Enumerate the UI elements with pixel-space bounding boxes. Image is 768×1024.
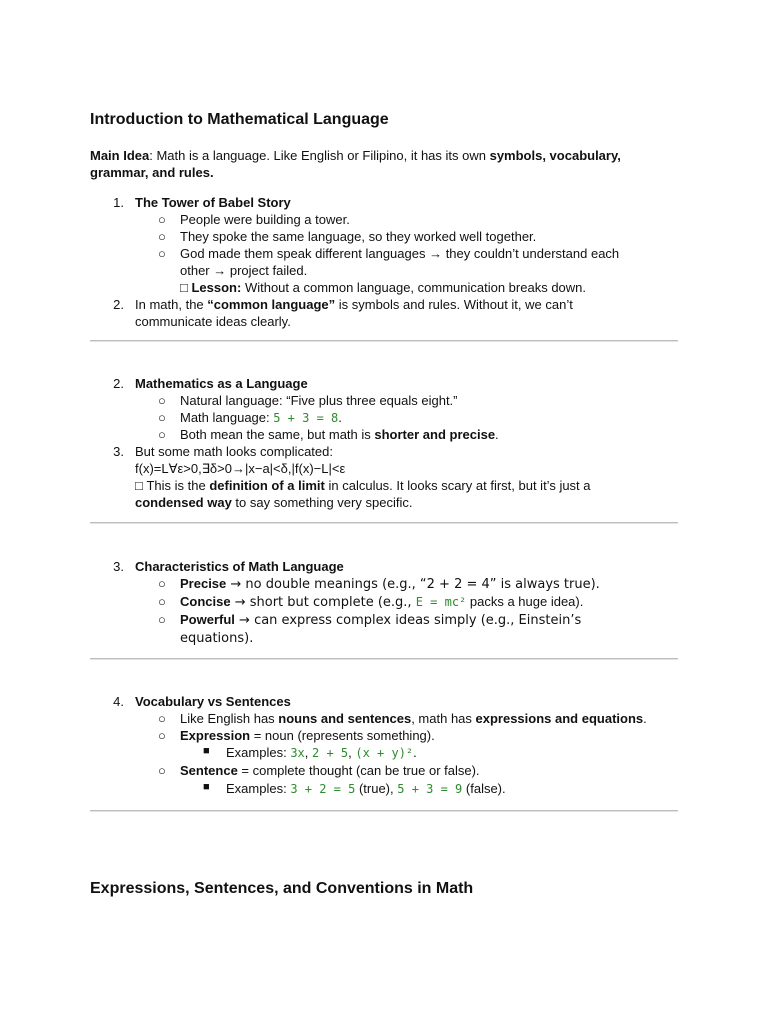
section-title-expressions: Expressions, Sentences, and Conventions in Math [90, 880, 474, 897]
bullet-item: ○ Concise → short but complete (e.g., E = mc² packs a huge idea). [158, 594, 584, 610]
code-snippet: 2 + 5 [312, 746, 349, 760]
list-item: 1. The Tower of Babel Story [90, 194, 678, 211]
list-item: 3. Characteristics of Math Language [90, 558, 678, 575]
item-heading: The Tower of Babel Story [135, 195, 291, 210]
horizontal-rule [90, 658, 678, 660]
list-item: 2. Mathematics as a Language [90, 375, 678, 392]
placeholder-glyph-icon: □ [135, 478, 143, 493]
item-heading: Characteristics of Math Language [135, 559, 344, 574]
bullet-icon: ○ [158, 594, 166, 609]
list-item: 3. But some math looks complicated: f(x)=L∀ε>0,∃δ>0→|x−a|<δ,|f(x)−L|<ε □ This is the definition of a limit in calculus. It looks scary at first, but it’s just a condensed way to say something very specific. [113, 444, 591, 510]
list-item: 2. In math, the “common language” is symbols and rules. Without it, we can’t communicate ideas clearly. [113, 297, 573, 329]
square-bullet-icon: ■ [203, 781, 210, 793]
lesson-note: □ Lesson: Without a common language, communication breaks down. [180, 280, 587, 295]
bullet-item: ○ God made them speak different languages → they couldn’t understand each other → project failed. [158, 246, 620, 278]
bullet-item: ○ They spoke the same language, so they worked well together. [158, 229, 537, 244]
code-snippet: 5 + 3 = 8 [273, 411, 339, 425]
math-as-language-section [90, 375, 678, 511]
code-snippet: 3x [290, 746, 305, 760]
code-snippet: 3 + 2 = 5 [290, 782, 356, 796]
item-heading: Vocabulary vs Sentences [135, 694, 291, 709]
bullet-icon: ○ [158, 728, 166, 743]
bullet-icon: ○ [158, 246, 166, 261]
tower-of-babel-section [90, 194, 678, 330]
bullet-icon: ○ [158, 576, 166, 591]
section-title-introduction: Introduction to Mathematical Language [90, 111, 389, 128]
placeholder-glyph-icon: □ [180, 280, 188, 295]
bullet-item: ○ Expression = noun (represents something). [158, 728, 435, 743]
bullet-item: ○ Math language: 5 + 3 = 8. [158, 410, 342, 425]
square-bullet-icon: ■ [203, 745, 210, 757]
sub-bullet-item: ■ Examples: 3x, 2 + 5, (x + y)². [203, 745, 417, 760]
bullet-item: ○ Natural language: “Five plus three equals eight.” [158, 393, 458, 408]
code-snippet: 5 + 3 = 9 [397, 782, 463, 796]
bullet-icon: ○ [158, 229, 166, 244]
bullet-item: ○ Both mean the same, but math is shorter and precise. [158, 427, 499, 442]
list-item: 4. Vocabulary vs Sentences [90, 693, 678, 710]
bullet-icon: ○ [158, 393, 166, 408]
bullet-item: ○ Precise → no double meanings (e.g., “2 + 2 = 4” is always true). [158, 576, 600, 592]
code-snippet: (x + y)² [355, 746, 414, 760]
horizontal-rule [90, 340, 678, 342]
code-snippet: E = mc² [415, 595, 467, 609]
vocabulary-section [90, 693, 678, 797]
horizontal-rule [90, 810, 678, 812]
bullet-icon: ○ [158, 212, 166, 227]
limit-formula: f(x)=L∀ε>0,∃δ>0→|x−a|<δ,|f(x)−L|<ε [135, 461, 346, 476]
bullet-icon: ○ [158, 612, 166, 627]
bullet-item: ○ People were building a tower. [158, 212, 350, 227]
main-idea-paragraph: Main Idea: Math is a language. Like English or Filipino, it has its own symbols, vocabulary, grammar, and rules. [90, 148, 621, 180]
bullet-item: ○ Sentence = complete thought (can be true or false). [158, 763, 480, 778]
sub-bullet-item: ■ Examples: 3 + 2 = 5 (true), 5 + 3 = 9 (false). [203, 781, 506, 796]
bullet-icon: ○ [158, 711, 166, 726]
item-heading: Mathematics as a Language [135, 376, 308, 391]
horizontal-rule [90, 522, 678, 524]
bullet-item: ○ Powerful → can express complex ideas simply (e.g., Einstein’s equations). [158, 612, 582, 646]
bullet-icon: ○ [158, 427, 166, 442]
bullet-item: ○ Like English has nouns and sentences, math has expressions and equations. [158, 711, 647, 726]
characteristics-section [90, 558, 678, 647]
bullet-icon: ○ [158, 763, 166, 778]
bullet-icon: ○ [158, 410, 166, 425]
